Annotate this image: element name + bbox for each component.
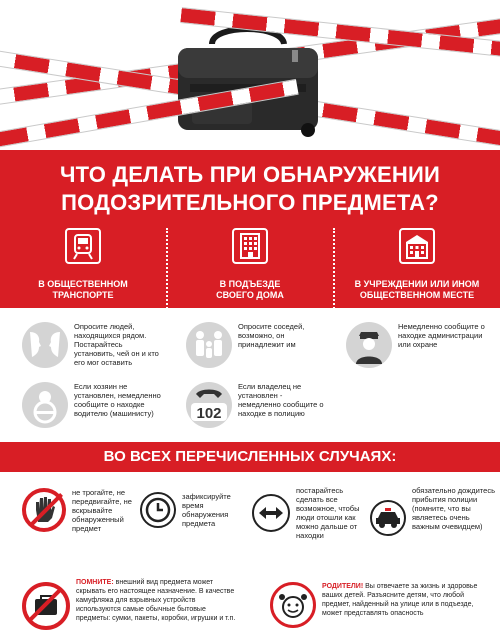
category-transport-line1: В ОБЩЕСТВЕННОМ xyxy=(38,279,128,289)
advice-home-police-text: Если владелец не установлен - немедленно сообщите о находке в полицию xyxy=(238,382,324,418)
rule-dont-touch xyxy=(22,488,140,533)
header-illustration xyxy=(0,0,500,150)
advice-home-neighbors-text: Опросите соседей, возможно, он принадлежит им xyxy=(238,322,305,349)
advice-home-police xyxy=(186,382,326,428)
category-public-line2: ОБЩЕСТВЕННОМ МЕСТЕ xyxy=(359,290,475,300)
rule-distance-text: постарайтесь сделать все возможное, чтобы люди отошли как можно дальше от находки xyxy=(296,486,360,540)
category-home xyxy=(167,224,333,308)
advice-transport-driver-text: Если хозяин не установлен, немедленно сообщите о находке водителю (машинисту) xyxy=(74,382,161,418)
rule-time-text: зафиксируйте время обнаружения предмета xyxy=(182,492,231,528)
remember-label: ПОМНИТЕ: xyxy=(76,579,114,586)
child-face-icon xyxy=(270,582,316,628)
steering-wheel-icon xyxy=(22,382,68,428)
title-line-1: ЧТО ДЕЛАТЬ ПРИ ОБНАРУЖЕНИИ xyxy=(60,162,440,187)
parents-note xyxy=(322,582,494,618)
category-public-line1: В УЧРЕЖДЕНИИ ИЛИ ИНОМ xyxy=(354,279,480,289)
rule-wait-police xyxy=(370,486,496,536)
clock-icon xyxy=(140,492,176,528)
train-icon xyxy=(65,228,101,264)
remember-note xyxy=(76,578,236,623)
advice-public-guard xyxy=(346,322,486,368)
parents-text: Вы отвечаете за жизнь и здоровье ваших детей. Разъясните детям, что любой предмет, найденный на улице или в подъезде, может представлять опасность xyxy=(322,583,478,617)
remember-text: внешний вид предмета может скрывать его настоящее назначение. В качестве камуфляжа для взрывных устройств используются самые обычные бытовые предметы: сумки, пакеты, коробки, игрушки и т.п. xyxy=(76,579,236,622)
category-public xyxy=(334,224,500,308)
phone-icon xyxy=(186,382,232,428)
parents-label: РОДИТЕЛИ! xyxy=(322,583,364,590)
public-building-icon xyxy=(399,228,435,264)
all-cases-heading: ВО ВСЕХ ПЕРЕЧИСЛЕННЫХ СЛУЧАЯХ: xyxy=(0,442,500,472)
advice-transport-driver xyxy=(22,382,162,428)
no-bag-icon xyxy=(22,582,70,630)
apartment-building-icon xyxy=(232,228,268,264)
category-home-line1: В ПОДЪЕЗДЕ xyxy=(219,279,281,289)
police-number: 102 xyxy=(196,405,222,422)
category-transport xyxy=(0,224,166,308)
page-title xyxy=(0,150,500,224)
category-transport-line2: ТРАНСПОРТЕ xyxy=(52,290,114,300)
rule-time xyxy=(140,492,248,528)
two-faces-icon xyxy=(22,322,68,368)
police-car-icon xyxy=(370,500,406,536)
advice-public-guard-text: Немедленно сообщите о находке администрации или охране xyxy=(398,322,485,349)
category-home-line2: СВОЕГО ДОМА xyxy=(216,290,284,300)
rule-dont-touch-text: не трогайте, не передвигайте, не вскрывайте обнаруженный предмет xyxy=(72,488,132,533)
advice-home-neighbors xyxy=(186,322,326,368)
rule-wait-police-text: обязательно дождитесь прибытия полиции (помните, что вы являетесь очень важным очевидцем) xyxy=(412,486,495,531)
advice-transport-people-text: Опросите людей, находящихся рядом. Постарайтесь установить, чей он и кто его мог оставить xyxy=(74,322,159,367)
double-arrow-icon xyxy=(252,494,290,532)
family-icon xyxy=(186,322,232,368)
advice-section xyxy=(0,308,500,438)
category-band xyxy=(0,224,500,308)
no-touch-hand-icon xyxy=(22,488,66,532)
advice-transport-people xyxy=(22,322,162,368)
title-line-2: ПОДОЗРИТЕЛЬНОГО ПРЕДМЕТА? xyxy=(61,190,439,215)
rule-distance xyxy=(252,486,366,540)
guard-icon xyxy=(346,322,392,368)
